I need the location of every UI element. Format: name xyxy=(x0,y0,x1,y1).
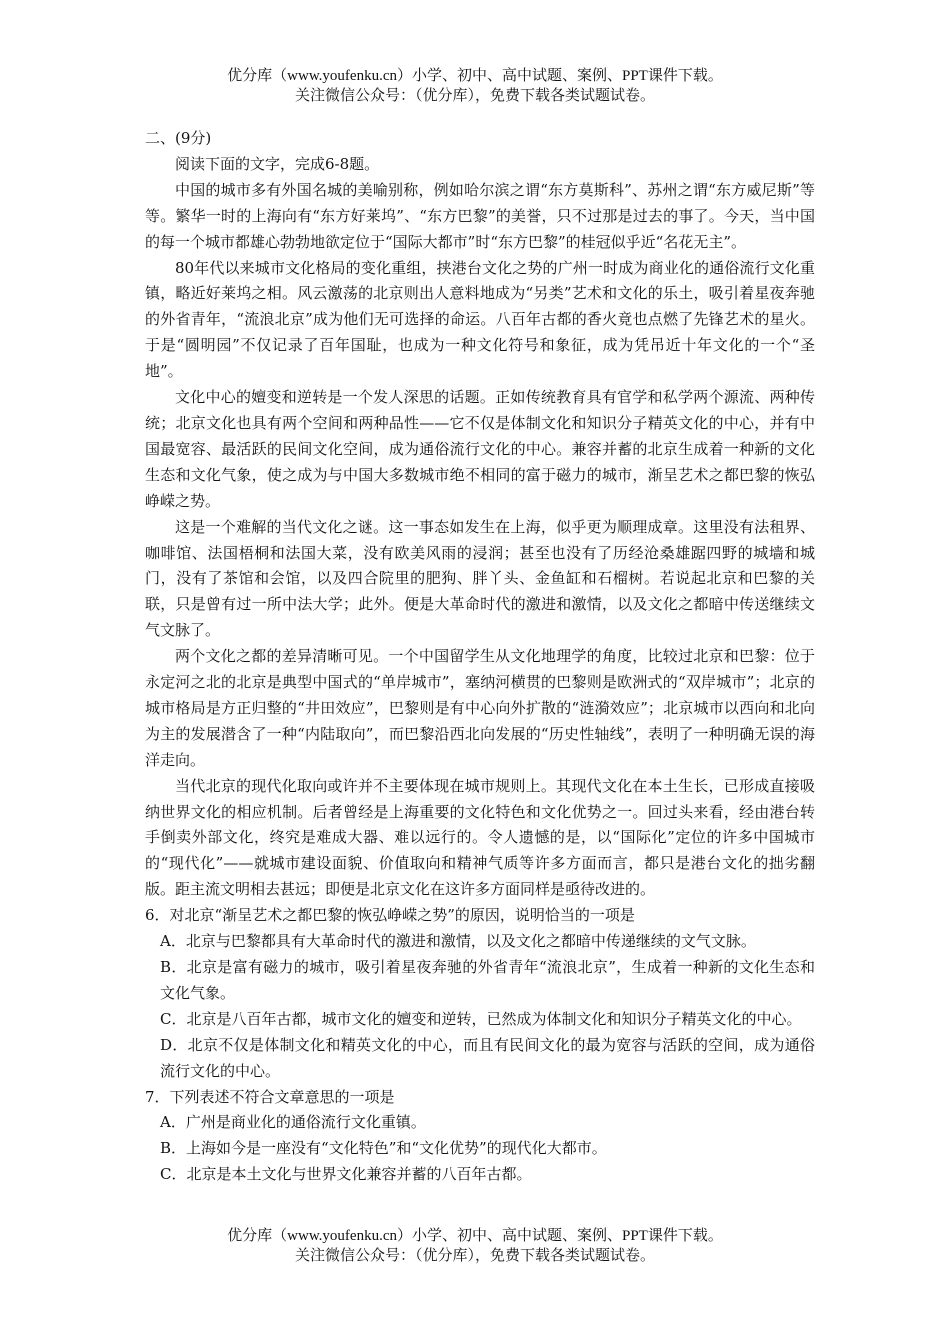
document-body xyxy=(145,126,815,1188)
passage-paragraph-6: 当代北京的现代化取向或许并不主要体现在城市规则上。其现代文化在本土生长，已形成直接吸纳世界文化的相应机制。后者曾经是上海重要的文化特色和文化优势之一。回过头来看，经由港台转手倒卖外部文化，终究是难成大器、难以远行的。令人遗憾的是，以“国际化”定位的许多中国城市的“现代化”——就城市建设面貌、价值取向和精神气质等许多方面而言，都只是港台文化的拙劣翻版。距主流文明相去甚远；即便是北京文化在这许多方面同样是亟待改进的。 xyxy=(145,776,815,899)
question-7-option-a: A．广州是商业化的通俗流行文化重镇。 xyxy=(160,1113,426,1132)
section-instruction: 阅读下面的文字，完成6-8题。 xyxy=(175,154,380,173)
page-header xyxy=(0,66,950,106)
question-6-option-c: C．北京是八百年古都，城市文化的嬗变和逆转，已然成为体制文化和知识分子精英文化的中心。 xyxy=(160,1009,802,1028)
header-line-1: 优分库（www.youfenku.cn）小学、初中、高中试题、案例、PPT课件下载。 xyxy=(227,68,723,84)
question-7-stem: 7．下列表述不符合文章意思的一项是 xyxy=(145,1087,395,1106)
passage-paragraph-1: 中国的城市多有外国名城的美喻别称，例如哈尔滨之谓“东方莫斯科”、苏州之谓“东方威尼斯”等等。繁华一时的上海向有“东方好莱坞”、“东方巴黎”的美誉，只不过那是过去的事了。今天，当中国的每一个城市都雄心勃勃地欲定位于“国际大都市”时“东方巴黎”的桂冠似乎近“名花无主”。 xyxy=(145,180,815,251)
passage-paragraph-4: 这是一个难解的当代文化之谜。这一事态如发生在上海，似乎更为顺理成章。这里没有法租界、咖啡馆、法国梧桐和法国大菜，没有欧美风雨的浸润；甚至也没有了历经沧桑雄踞四野的城墙和城门，没有了茶馆和会馆，以及四合院里的肥狗、胖丫头、金鱼缸和石榴树。若说起北京和巴黎的关联，只是曾有过一所中法大学；此外。便是大革命时代的激进和激情，以及文化之都暗中传送继续文气文脉了。 xyxy=(145,517,815,640)
question-6-option-d: D．北京不仅是体制文化和精英文化的中心，而且有民间文化的最为宽容与活跃的空间，成为通俗流行文化的中心。 xyxy=(160,1035,815,1080)
passage-paragraph-5: 两个文化之都的差异清晰可见。一个中国留学生从文化地理学的角度，比较过北京和巴黎：位于永定河之北的北京是典型中国式的“单岸城市”，塞纳河横贯的巴黎则是欧洲式的“双岸城市”；北京的城市格局是方正归整的“井田效应”，巴黎则是有中心向外扩散的“涟漪效应”；北京城市以西向和北向为主的发展潜含了一种“内陆取向”，而巴黎沿西北向发展的“历史性轴线”，表明了一种明确无误的海洋走向。 xyxy=(145,647,815,769)
question-6-option-a: A．北京与巴黎都具有大革命时代的激进和激情，以及文化之都暗中传递继续的文气文脉。 xyxy=(160,932,756,951)
question-7-option-c: C．北京是本土文化与世界文化兼容并蓄的八百年古都。 xyxy=(160,1165,532,1184)
page-footer xyxy=(0,1226,950,1266)
passage-paragraph-3: 文化中心的嬗变和逆转是一个发人深思的话题。正如传统教育具有官学和私学两个源流、两种传统；北京文化也具有两个空间和两种品性——它不仅是体制文化和知识分子精英文化的中心，并有中国最宽容、最活跃的民间文化空间，成为通俗流行文化的中心。兼容并蓄的北京生成着一种新的文化生态和文化气象，使之成为与中国大多数城市绝不相同的富于磁力的城市，渐呈艺术之都巴黎的恢弘峥嵘之势。 xyxy=(145,388,815,510)
footer-line-1: 优分库（www.youfenku.cn）小学、初中、高中试题、案例、PPT课件下载。 xyxy=(227,1228,723,1244)
question-7-option-b: B．上海如今是一座没有“文化特色”和“文化优势”的现代化大都市。 xyxy=(160,1139,607,1158)
header-line-2: 关注微信公众号：（优分库），免费下载各类试题试卷。 xyxy=(294,88,655,104)
footer-line-2: 关注微信公众号：（优分库），免费下载各类试题试卷。 xyxy=(294,1248,655,1264)
question-6-stem: 6．对北京“渐呈艺术之都巴黎的恢弘峥嵘之势”的原因，说明恰当的一项是 xyxy=(145,906,635,925)
question-6-option-b: B．北京是富有磁力的城市，吸引着星夜奔驰的外省青年“流浪北京”，生成着一种新的文化生态和文化气象。 xyxy=(160,958,815,1002)
passage-paragraph-2: 80年代以来城市文化格局的变化重组，挟港台文化之势的广州一时成为商业化的通俗流行文化重镇，略近好莱坞之相。风云激荡的北京则出人意料地成为“另类”艺术和文化的乐土，吸引着星夜奔驰的外省青年，“流浪北京”成为他们无可选择的命运。八百年古都的香火竟也点燃了先锋艺术的星火。于是“圆明园”不仅记录了百年国耻，也成为一种文化符号和象征，成为凭吊近十年文化的一个“圣地”。 xyxy=(145,258,815,381)
section-title: 二、(9分) xyxy=(145,129,212,147)
